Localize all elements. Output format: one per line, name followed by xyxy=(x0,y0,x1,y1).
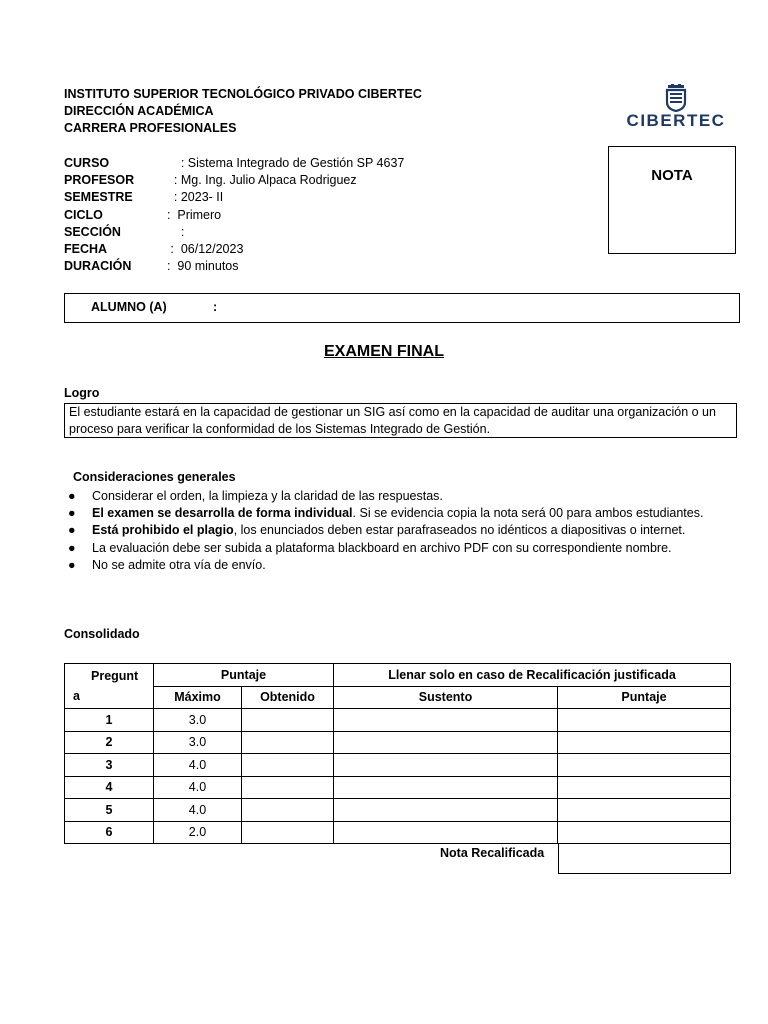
item-bold: El examen se desarrolla de forma individual xyxy=(92,506,353,521)
info-key: SEMESTRE xyxy=(64,190,133,205)
item-text: La evaluación debe ser subida a plataforma blackboard en archivo PDF con su correspondiente nombre. xyxy=(92,540,672,555)
obtained-col-header: Obtenido xyxy=(242,686,334,709)
max-score: 3.0 xyxy=(154,709,242,732)
career-line: CARRERA PROFESIONALES xyxy=(64,121,237,135)
obtained-score-cell[interactable] xyxy=(242,799,334,822)
table-row xyxy=(65,776,731,799)
recal-score-col-header: Puntaje xyxy=(558,686,731,709)
item-text: Considerar el orden, la limpieza y la claridad de las respuestas. xyxy=(92,489,443,503)
info-row-duracion xyxy=(64,258,404,275)
list-item xyxy=(64,488,736,505)
info-value: : 06/12/2023 xyxy=(160,241,244,256)
table-row xyxy=(65,754,731,777)
info-row-fecha xyxy=(64,241,404,258)
table-subheader-row xyxy=(65,686,731,709)
item-text: No se admite otra vía de envío. xyxy=(92,557,266,572)
max-col-header: Máximo xyxy=(154,686,242,709)
student-label: ALUMNO (A) xyxy=(91,300,167,314)
list-item xyxy=(64,557,736,574)
justification-col-header: Sustento xyxy=(334,686,558,709)
student-colon: : xyxy=(213,300,218,314)
exam-title-text: EXAMEN FINAL xyxy=(324,343,444,360)
justification-cell[interactable] xyxy=(334,754,558,777)
recal-score-cell[interactable] xyxy=(558,709,731,732)
info-key: DURACIÓN xyxy=(64,259,132,274)
exam-title xyxy=(0,343,768,361)
info-row-curso xyxy=(64,155,404,172)
bullet-icon: ● xyxy=(68,523,76,538)
question-col-header xyxy=(65,664,154,709)
recal-score-cell[interactable] xyxy=(558,776,731,799)
table-row xyxy=(65,731,731,754)
table-row xyxy=(65,799,731,822)
obtained-score-cell[interactable] xyxy=(242,709,334,732)
question-number: 2 xyxy=(65,731,154,754)
question-number: 1 xyxy=(65,709,154,732)
justification-cell[interactable] xyxy=(334,821,558,844)
max-score: 2.0 xyxy=(154,821,242,844)
recalification-col-header: Llenar solo en caso de Recalificación justificada xyxy=(334,664,731,687)
justification-cell[interactable] xyxy=(334,709,558,732)
max-score: 4.0 xyxy=(154,754,242,777)
course-info xyxy=(64,155,404,275)
obtained-score-cell[interactable] xyxy=(242,821,334,844)
item-text: . Si se evidencia copia la nota será 00 para ambos estudiantes. xyxy=(352,506,704,521)
list-item xyxy=(64,505,736,522)
info-row-ciclo xyxy=(64,207,404,224)
institution-name: INSTITUTO SUPERIOR TECNOLÓGICO PRIVADO CIBERTEC xyxy=(64,87,422,101)
info-value: : 2023- II xyxy=(160,190,224,205)
max-score: 4.0 xyxy=(154,799,242,822)
question-header-part1: Pregunt xyxy=(91,669,139,683)
obtained-score-cell[interactable] xyxy=(242,754,334,777)
table-row xyxy=(65,709,731,732)
consolidated-heading: Consolidado xyxy=(64,627,140,641)
list-item xyxy=(64,540,736,557)
justification-cell[interactable] xyxy=(334,776,558,799)
recal-score-cell[interactable] xyxy=(558,754,731,777)
info-key: CICLO xyxy=(64,207,103,222)
item-bold: Está prohibido el plagio xyxy=(92,523,234,538)
question-number: 5 xyxy=(65,799,154,822)
recal-score-cell[interactable] xyxy=(558,799,731,822)
recal-score-cell[interactable] xyxy=(558,731,731,754)
recalified-grade-field[interactable] xyxy=(558,843,731,874)
grade-box[interactable] xyxy=(608,146,736,254)
obtained-score-cell[interactable] xyxy=(242,731,334,754)
bullet-icon: ● xyxy=(68,557,76,572)
considerations-list xyxy=(64,488,736,574)
info-row-seccion xyxy=(64,224,404,241)
question-number: 4 xyxy=(65,776,154,799)
list-item xyxy=(64,522,736,539)
info-value: : 90 minutos xyxy=(160,259,239,274)
info-key: FECHA xyxy=(64,241,108,256)
crest-icon xyxy=(664,84,688,112)
logro-heading: Logro xyxy=(64,386,100,400)
table-row xyxy=(65,821,731,844)
obtained-score-cell[interactable] xyxy=(242,776,334,799)
question-number: 3 xyxy=(65,754,154,777)
logro-box: El estudiante estará en la capacidad de gestionar un SIG así como en la capacidad de auditar una organización o un proceso para verificar la conformidad de los Sistemas Integrado de Gestión. xyxy=(64,403,737,438)
bullet-icon: ● xyxy=(68,489,76,503)
table-header-row xyxy=(65,664,731,687)
info-key: PROFESOR xyxy=(64,173,135,188)
cibertec-logo xyxy=(626,84,726,132)
recalified-grade-label: Nota Recalificada xyxy=(440,846,545,860)
max-score: 4.0 xyxy=(154,776,242,799)
info-row-semestre xyxy=(64,189,404,206)
bullet-icon: ● xyxy=(68,506,76,521)
info-value: : Mg. Ing. Julio Alpaca Rodriguez xyxy=(160,173,357,188)
info-value: : Primero xyxy=(160,207,222,222)
question-number: 6 xyxy=(65,821,154,844)
info-key: CURSO xyxy=(64,156,110,170)
score-col-header: Puntaje xyxy=(154,664,334,687)
justification-cell[interactable] xyxy=(334,731,558,754)
bullet-icon: ● xyxy=(68,540,76,555)
info-key: SECCIÓN xyxy=(64,224,121,239)
max-score: 3.0 xyxy=(154,731,242,754)
student-name-field[interactable] xyxy=(64,293,740,323)
institution-header xyxy=(64,86,422,137)
recal-score-cell[interactable] xyxy=(558,821,731,844)
grades-table xyxy=(64,663,731,844)
considerations-heading: Consideraciones generales xyxy=(73,470,236,484)
logo-text: CIBERTEC xyxy=(626,111,726,130)
academic-direction: DIRECCIÓN ACADÉMICA xyxy=(64,104,214,118)
justification-cell[interactable] xyxy=(334,799,558,822)
info-value: : xyxy=(160,224,185,239)
grade-label: NOTA xyxy=(651,167,693,184)
question-header-part2: a xyxy=(73,689,80,703)
info-value: : Sistema Integrado de Gestión SP 4637 xyxy=(160,156,405,170)
item-text: , los enunciados deben estar parafraseados no idénticos a diapositivas o internet. xyxy=(233,523,686,538)
info-row-profesor xyxy=(64,172,404,189)
